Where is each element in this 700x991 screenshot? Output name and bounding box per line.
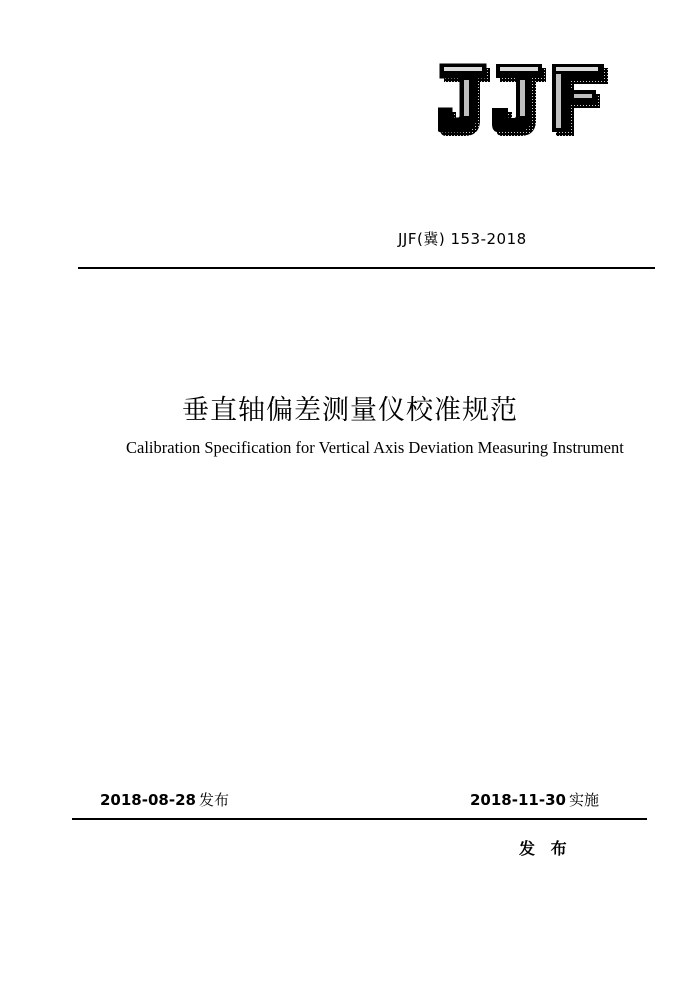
effective-date-block [470,789,599,810]
footer-divider [72,818,647,820]
jjf-logo [438,62,610,140]
issue-date: 2018-08-28 [100,791,196,809]
logo-letter-f [552,64,608,136]
publisher-label: 发 布 [519,839,572,858]
issue-date-block [100,789,229,810]
header-divider [78,267,655,269]
document-title-english: Calibration Specification for Vertical Axis Deviation Measuring Instrument [126,438,624,457]
logo-letter-j1 [438,64,490,136]
logo-letter-j2 [492,64,546,136]
effective-date: 2018-11-30 [470,791,566,809]
jjf-standard-logo-icon [438,62,610,140]
issue-label: 发布 [198,791,229,809]
effective-label: 实施 [568,791,599,809]
document-title-chinese: 垂直轴偏差测量仪校准规范 [182,395,518,426]
standard-number: JJF(冀) 153-2018 [398,230,527,248]
